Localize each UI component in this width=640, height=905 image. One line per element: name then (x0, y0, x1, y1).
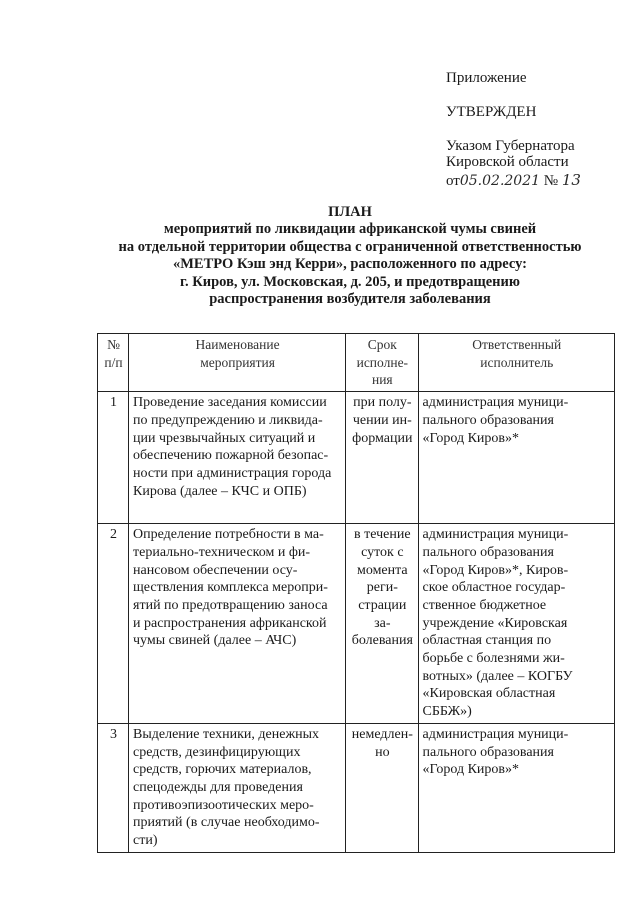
header-executor: Ответственный исполнитель (418, 334, 614, 392)
row-executor: администрация муници- пального образования «Город Киров»* (418, 392, 614, 524)
title-line-3: «МЕТРО Кэш энд Керри», расположенного по адресу: (173, 256, 527, 273)
header-name: Наименование мероприятия (129, 334, 346, 392)
title-line-2: на отдельной территории общества с ограниченной ответственностью (118, 238, 582, 255)
number-handwritten: 13 (561, 171, 581, 189)
row-number: 1 (98, 392, 129, 524)
row-activity: Выделение техники, денежных средств, дезинфицирующих средств, горючих материалов, спецодежды для проведения противоэпизоотических меро- приятий (в случае необходимо- сти) (129, 723, 346, 852)
row-number: 2 (98, 524, 129, 724)
header-term: Срок исполне- ния (346, 334, 418, 392)
row-term: немедлен- но (346, 723, 418, 852)
row-activity: Определение потребности в ма- териально-техническом и фи- нансовом обеспечении осу- ществления комплекса меропри- ятий по предотвращению заноса и распространения африканской чумы свиней (далее – АЧС) (129, 524, 346, 724)
decree-line-1: Указом Губернатора (446, 138, 575, 154)
title-line-4: г. Киров, ул. Московская, д. 205, и предотвращению (180, 273, 520, 290)
table-row (98, 392, 615, 524)
row-activity: Проведение заседания комиссии по предупреждению и ликвида- ции чрезвычайных ситуаций и обеспечению пожарной безопас- ности при администрация города Кирова (далее – КЧС и ОПБ) (129, 392, 346, 524)
row-executor: администрация муници- пального образования «Город Киров»* (418, 723, 614, 852)
table-row (98, 524, 615, 724)
row-term: при полу- чении ин- формации (346, 392, 418, 524)
row-executor: администрация муници- пального образования «Город Киров»*, Киров- ское областное государ- ственное бюджетное учреждение «Кировская областная станция по борьбе с болезнями жи- вотных» (далее – КОГБУ «Кировская областная СББЖ») (418, 524, 614, 724)
row-number: 3 (98, 723, 129, 852)
plan-table (97, 333, 615, 853)
title-heading: ПЛАН (328, 204, 372, 220)
title-line-1: мероприятий по ликвидации африканской чумы свиней (163, 221, 537, 238)
table-header-row (98, 334, 615, 392)
date-handwritten: 05.02.2021 (459, 173, 541, 189)
approved-label: УТВЕРЖДЕН (446, 104, 537, 120)
appendix-label: Приложение (446, 70, 527, 86)
header-num: № п/п (98, 334, 129, 392)
date-prefix: от (446, 173, 460, 189)
decree-line-2: Кировской области (446, 154, 569, 170)
document-title (80, 204, 620, 308)
row-term: в течение суток с момента реги- страции за- болевания (346, 524, 418, 724)
title-line-5: распространения возбудителя заболевания (209, 291, 491, 308)
table-row (98, 723, 615, 852)
number-prefix: № (543, 173, 559, 189)
decree-date-line (446, 171, 581, 190)
